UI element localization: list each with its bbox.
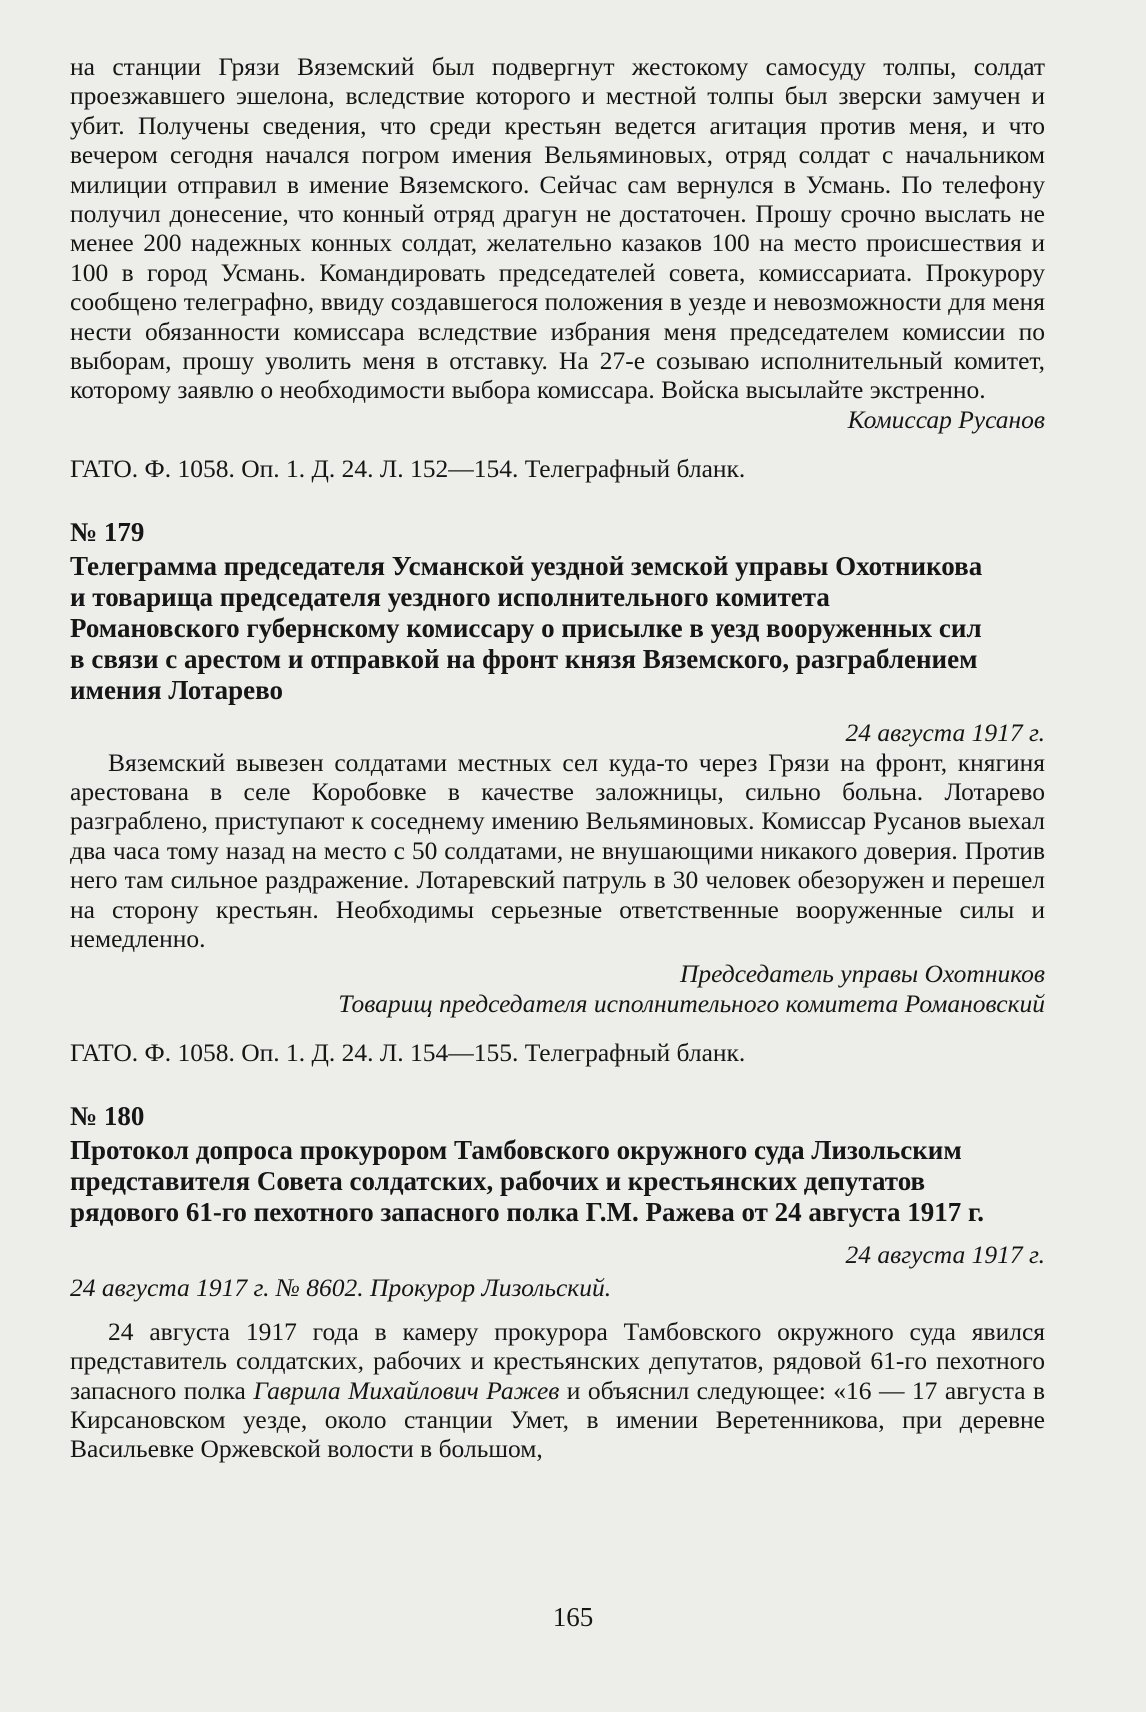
intro-source: ГАТО. Ф. 1058. Оп. 1. Д. 24. Л. 152—154. Телеграфный бланк. — [70, 454, 746, 484]
doc-180-number: № 180 — [70, 1100, 145, 1131]
doc-180-date: 24 августа 1917 г. — [845, 1239, 1045, 1269]
doc-179-signature-chairman: Председатель управы Охотников — [680, 959, 1045, 989]
doc-180-registry-note: 24 августа 1917 г. № 8602. Прокурор Лизольский. — [70, 1273, 612, 1303]
doc-180-paragraph-part-b: и объяснил следующее: «16 — 17 августа в Кирсановском уезде, около станции Умет, в имении Веретенникова, при деревне Васильевке Оржевской волости в большом, — [70, 1375, 1045, 1464]
doc-180-paragraph-part-a: 24 августа 1917 года в камеру прокурора Тамбовского окружного суда явился представитель солдатских, рабочих и крестьянских депутатов, рядовой 61-го пехотного запасного полка — [70, 1316, 1045, 1405]
document-page — [70, 52, 1045, 1464]
doc-180-paragraph — [70, 1317, 1045, 1464]
page-number: 165 — [552, 1602, 594, 1632]
doc-179-date: 24 августа 1917 г. — [845, 718, 1045, 748]
doc-180-title: Протокол допроса прокурором Тамбовского окружного суда Лизольским представителя Совета солдатских, рабочих и крестьянских депутатов рядового 61-го пехотного запасного полка Г.М. Ражева от 24 августа 1917 г. — [70, 1134, 984, 1227]
doc-179-paragraph: Вяземский вывезен солдатами местных сел куда-то через Грязи на фронт, княгиня арестована в селе Коробовке в качестве заложницы, сильно больна. Лотарево разграблено, приступают к соседнему имению Вельяминовых. Комиссар Русанов выехал два часа тому назад на место с 50 солдатами, не внушающими никакого доверия. Против него там сильное раздражение. Лотаревский патруль в 30 человек обезоружен и перешел на сторону крестьян. Необходимы серьезные ответственные вооруженные силы и немедленно. — [70, 747, 1045, 953]
doc-179-number: № 179 — [70, 516, 145, 547]
doc-180-witness-name: Гаврила Михайлович Ражев — [253, 1375, 560, 1405]
doc-179-source: ГАТО. Ф. 1058. Оп. 1. Д. 24. Л. 154—155. Телеграфный бланк. — [70, 1038, 746, 1068]
intro-signature: Комиссар Русанов — [847, 404, 1045, 434]
doc-179-title: Телеграмма председателя Усманской уездной земской управы Охотникова и товарища председателя уездного исполнительного комитета Романовского губернскому комиссару о присылке в уезд вооруженных сил в связи с арестом и отправкой на фронт князя Вяземского, разграблением имения Лотарево — [70, 551, 983, 706]
doc-179-signature-deputy: Товарищ председателя исполнительного комитета Романовский — [338, 988, 1045, 1018]
intro-paragraph: на станции Грязи Вяземский был подвергнут жестокому самосуду толпы, солдат проезжавшего эшелона, вследствие которого и местной толпы был зверски замучен и убит. Получены сведения, что среди крестьян ведется агитация против меня, и что вечером сегодня начался погром имения Вельяминовых, отряд солдат с начальником милиции отправил в имение Вяземского. Сейчас сам вернулся в Усмань. По телефону получил донесение, что конный отряд драгун не достаточен. Прошу срочно выслать не менее 200 надежных конных солдат, желательно казаков 100 на место происшествия и 100 в город Усмань. Командировать председателей совета, комиссариата. Прокурору сообщено телеграфно, ввиду создавшегося положения в уезде и невозможности для меня нести обязанности комиссара вследствие избрания меня председателем комиссии по выборам, прошу уволить меня в отставку. На 27-е созываю исполнительный комитет, которому заявлю о необходимости выбора комиссара. Войска высылайте экстренно. — [70, 52, 1045, 405]
